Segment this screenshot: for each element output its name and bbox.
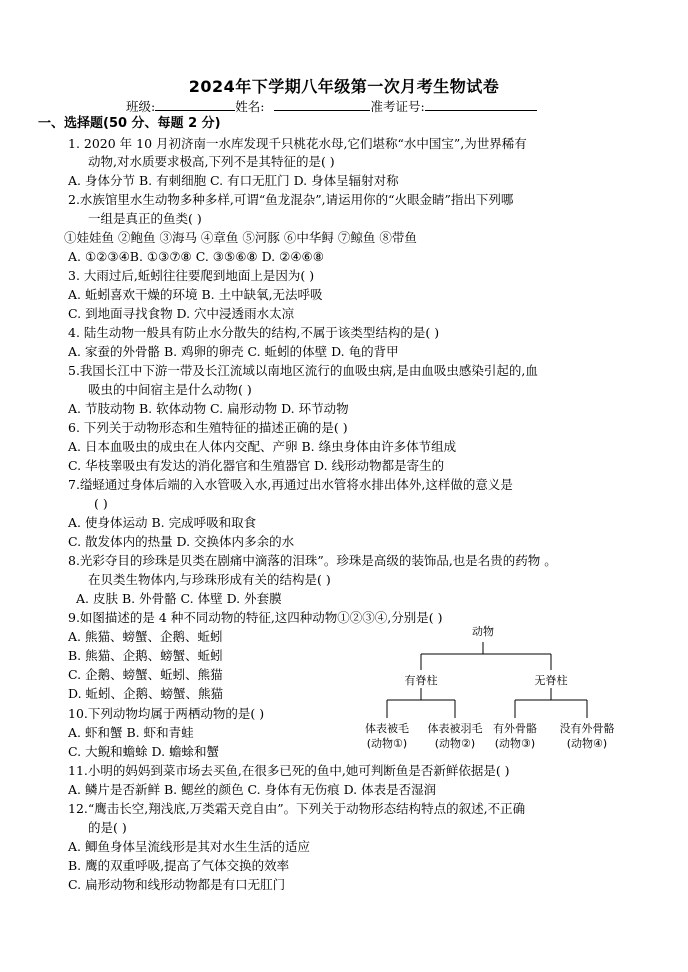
name-label: 姓名: (235, 99, 265, 114)
question-line: 在贝类生物体内,与珍珠形成有关的结构是( ) (88, 572, 331, 587)
question-line: B. 熊猫、企鹅、螃蟹、蚯蚓 (68, 648, 223, 663)
question-line: A. 虾和蟹 B. 虾和青蛙 (68, 725, 194, 740)
question-line: A. 日本血吸虫的成虫在人体内交配、产卵 B. 绦虫身体由许多体节组成 (68, 439, 457, 454)
question-line: 8.光彩夺目的珍珠是贝类在剧痛中滴落的泪珠”。珍珠是高级的装饰品,也是名贵的药物 。 (68, 553, 557, 568)
diagram-leaf-1-label: (动物①) (366, 737, 408, 750)
question-line: 吸虫的中间宿主是什么动物( ) (88, 382, 252, 397)
animal-classification-diagram (355, 620, 655, 760)
question-line: 5.我国长江中下游一带及长江流域以南地区流行的血吸虫病,是由血吸虫感染引起的,血 (68, 363, 538, 378)
question-line: A. 熊猫、螃蟹、企鹅、蚯蚓 (68, 629, 223, 644)
question-line: D. 蚯蚓、企鹅、螃蟹、熊猫 (68, 686, 224, 701)
question-line: C. 扁形动物和线形动物都是有口无肛门 (68, 877, 286, 892)
question-line: A. 节肢动物 B. 软体动物 C. 扁形动物 D. 环节动物 (68, 401, 349, 416)
question-line: ( ) (94, 496, 108, 511)
question-line: B. 鹰的双重呼吸,提高了气体交换的效率 (68, 858, 290, 873)
question-line: C. 企鹅、螃蟹、蚯蚓、熊猫 (68, 667, 223, 682)
question-line: 3. 大雨过后,蚯蚓往往要爬到地面上是因为( ) (68, 268, 315, 283)
diagram-leaf-4: 没有外骨骼 (559, 722, 615, 735)
diagram-leaf-2-label: (动物②) (434, 737, 476, 750)
class-label: 班级: (126, 99, 156, 114)
diagram-invertebrate: 无脊柱 (534, 674, 568, 687)
question-line: C. 到地面寻找食物 D. 穴中浸透雨水太凉 (68, 306, 295, 321)
diagram-leaf-4-label: (动物④) (566, 737, 608, 750)
question-line: 动物,对水质要求极高,下列不是其特征的是( ) (88, 154, 335, 169)
question-line: A. 蚯蚓喜欢干燥的环境 B. 土中缺氧,无法呼吸 (68, 287, 323, 302)
question-line: A. 使身体运动 B. 完成呼吸和取食 (68, 515, 257, 530)
question-line: 9.如图描述的是 4 种不同动物的特征,这四种动物①②③④,分别是( ) (68, 610, 443, 625)
question-line: 10.下列动物均属于两栖动物的是( ) (68, 706, 265, 721)
question-line: A. 身体分节 B. 有刺细胞 C. 有口无肛门 D. 身体呈辐射对称 (68, 173, 399, 188)
name-blank[interactable] (274, 98, 370, 111)
question-line: A. 皮肤 B. 外骨骼 C. 体壁 D. 外套膜 (76, 591, 282, 606)
question-line: 6. 下列关于动物形态和生殖特征的描述正确的是( ) (68, 420, 348, 435)
question-line: ①娃娃鱼 ②鲍鱼 ③海马 ④章鱼 ⑤河豚 ⑥中华鲟 ⑦鲸鱼 ⑧带鱼 (64, 230, 417, 245)
question-line: C. 大鲵和蟾蜍 D. 蟾蜍和蟹 (68, 744, 220, 759)
question-line: 2.水族馆里水生动物多种多样,可谓“鱼龙混杂”,请运用你的“火眼金睛”指出下列哪 (68, 192, 514, 207)
class-blank[interactable] (155, 98, 235, 111)
question-line: 的是( ) (88, 820, 127, 835)
diagram-leaf-1: 体表被毛 (365, 722, 409, 735)
question-line: C. 华枝睾吸虫有发达的消化器官和生殖器官 D. 线形动物都是寄生的 (68, 458, 445, 473)
diagram-leaf-2: 体表被羽毛 (427, 722, 483, 735)
question-line: 一组是真正的鱼类( ) (88, 211, 202, 226)
student-info-row (126, 97, 537, 115)
diagram-vertebrate: 有脊柱 (404, 674, 438, 687)
question-line: A. ①②③④B. ①③⑦⑧ C. ③⑤⑥⑧ D. ②④⑥⑧ (68, 249, 324, 264)
question-line: 7.缢蛏通过身体后端的入水管吸入水,再通过出水管将水排出体外,这样做的意义是 (68, 477, 513, 492)
exam-number-label: 准考证号: (370, 99, 425, 114)
diagram-root: 动物 (472, 625, 494, 638)
question-line: 4. 陆生动物一般具有防止水分散失的结构,不属于该类型结构的是( ) (68, 325, 440, 340)
question-line: C. 散发体内的热量 D. 交换体内多余的水 (68, 534, 295, 549)
question-line: A. 鲫鱼身体呈流线形是其对水生生活的适应 (68, 839, 310, 854)
section-heading: 一、选择题(50 分、每题 2 分) (38, 116, 221, 131)
question-line: 11.小明的妈妈到菜市场去买鱼,在很多已死的鱼中,她可判断鱼是否新鲜依据是( ) (68, 763, 510, 778)
exam-title: 2024年下学期八年级第一次月考生物试卷 (188, 77, 500, 96)
exam-number-blank[interactable] (425, 98, 537, 111)
question-line: 1. 2020 年 10 月初济南一水库发现千只桃花水母,它们堪称“水中国宝”,为世界稀有 (68, 136, 527, 151)
question-line: A. 家蚕的外骨骼 B. 鸡卵的卵壳 C. 蚯蚓的体壁 D. 龟的背甲 (68, 344, 399, 359)
question-line: 12.“鹰击长空,翔浅底,万类霜天竞自由”。下列关于动物形态结构特点的叙述,不正确 (68, 801, 526, 816)
question-line: A. 鳞片是否新鲜 B. 鳃丝的颜色 C. 身体有无伤痕 D. 体表是否湿润 (68, 782, 437, 797)
diagram-leaf-3-label: (动物③) (494, 737, 536, 750)
diagram-leaf-3: 有外骨骼 (493, 722, 537, 735)
